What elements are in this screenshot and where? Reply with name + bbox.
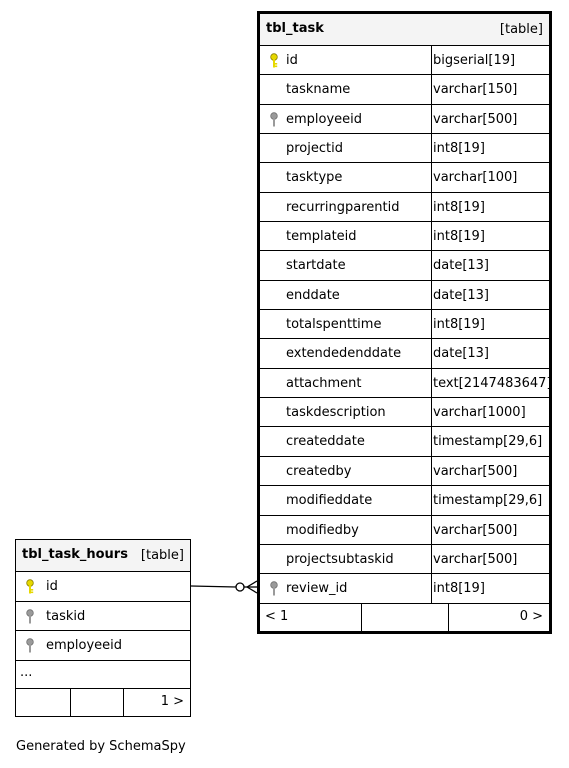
column-name: totalspenttime — [286, 317, 382, 333]
column-type: date[13] — [433, 287, 489, 303]
column-type: int8[19] — [433, 317, 485, 333]
table-name: tbl_task_hours — [22, 547, 128, 562]
optional-marker-icon — [236, 583, 244, 591]
column-type: text[2147483647] — [433, 375, 552, 391]
column-type: varchar[1000] — [433, 405, 526, 421]
relationship-line — [191, 586, 236, 587]
ellipsis: ... — [20, 664, 33, 680]
column-type: timestamp[29,6] — [433, 434, 543, 450]
column-type: date[13] — [433, 258, 489, 274]
column-name: recurringparentid — [286, 199, 400, 215]
column-type: int8[19] — [433, 581, 485, 597]
column-name: review_id — [286, 581, 348, 597]
column-name: id — [286, 53, 298, 68]
column-name: projectid — [286, 141, 343, 157]
table-kind: [table] — [499, 22, 543, 37]
column-name: createdby — [286, 463, 352, 479]
column-name: modifieddate — [286, 493, 373, 509]
column-type: timestamp[29,6] — [433, 493, 543, 509]
column-name: startdate — [286, 258, 346, 274]
column-name: modifiedby — [286, 522, 359, 538]
column-type: varchar[500] — [433, 522, 518, 538]
crows-foot-icon — [247, 581, 257, 587]
column-name: employeeid — [286, 111, 363, 127]
column-type: int8[19] — [433, 141, 485, 157]
column-name: extendedenddate — [286, 346, 402, 362]
column-type: int8[19] — [433, 199, 485, 215]
column-name: projectsubtaskid — [286, 551, 394, 567]
column-type: date[13] — [433, 346, 489, 362]
column-name: employeeid — [46, 638, 123, 653]
crows-foot-icon — [247, 587, 257, 593]
parents-count[interactable]: < 1 — [265, 608, 289, 624]
column-name: taskname — [286, 82, 351, 98]
column-name: enddate — [286, 287, 340, 303]
column-name: createddate — [286, 434, 365, 450]
column-type: varchar[500] — [433, 111, 518, 127]
children-count[interactable]: 1 > — [160, 693, 184, 709]
column-name: templateid — [286, 229, 357, 245]
column-type: varchar[500] — [433, 551, 518, 567]
column-name: attachment — [286, 375, 362, 391]
column-type: varchar[500] — [433, 463, 518, 479]
column-type: int8[19] — [433, 229, 485, 245]
column-type: varchar[150] — [433, 82, 518, 98]
column-type: bigserial[19] — [433, 53, 516, 68]
column-name: id — [46, 579, 58, 594]
column-name: tasktype — [286, 170, 343, 186]
generator-credit: Generated by SchemaSpy — [16, 739, 186, 754]
column-name: taskid — [46, 608, 86, 624]
column-type: varchar[100] — [433, 170, 518, 186]
column-name: taskdescription — [286, 405, 386, 421]
table-kind: [table] — [140, 548, 184, 563]
table-name: tbl_task — [266, 21, 324, 36]
children-count[interactable]: 0 > — [519, 608, 543, 624]
